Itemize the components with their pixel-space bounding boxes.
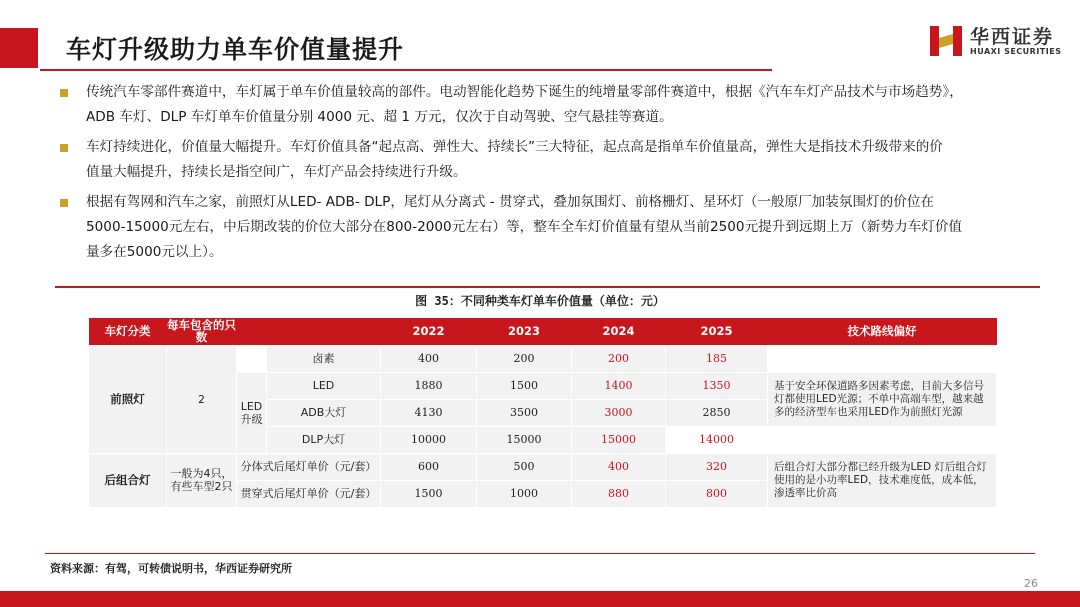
- company-logo: [928, 22, 1068, 62]
- rear-lamp-count: 一般为4只，有些车型2只: [167, 453, 237, 507]
- value-2025: 14000: [666, 426, 768, 453]
- table-header-row: [89, 318, 997, 345]
- value-2022: 10000: [381, 426, 477, 453]
- lamp-type: 贯穿式后尾灯单价（元/套）: [237, 480, 381, 507]
- value-2024: 15000: [572, 426, 666, 453]
- value-2025: 2850: [666, 399, 768, 426]
- value-2025: 1350: [666, 372, 768, 399]
- value-2022: 600: [381, 453, 477, 480]
- bullet-text: 车灯持续进化，价值量大幅提升。车灯价值具备“起点高、弹性大、持续长”三大特征，起点高是指单车价值量高，弹性大是指技术升级带来的价 值量大幅提升，持续长是指空间广，车灯产品会持续进行升级。: [86, 139, 943, 180]
- value-2022: 1500: [381, 480, 477, 507]
- value-2025: 320: [666, 453, 768, 480]
- value-2023: 3500: [477, 399, 572, 426]
- huaxi-logo-icon: [928, 24, 964, 58]
- header-tech: 技术路线偏好: [768, 318, 997, 345]
- source-note: 资料来源：有驾，可转债说明书，华西证券研究所: [50, 562, 292, 575]
- value-2023: 15000: [477, 426, 572, 453]
- logo-english-name: HUAXI SECURITIES: [970, 47, 1062, 56]
- header-count: 每车包含的只数: [167, 318, 236, 345]
- bullet-item: [60, 190, 1040, 265]
- bullet-square-icon: [60, 144, 68, 152]
- lamp-type: 分体式后尾灯单价（元/套）: [237, 453, 381, 480]
- bullet-item: [60, 80, 1040, 130]
- header-2022: 2022: [381, 318, 477, 345]
- value-2023: 200: [477, 345, 572, 372]
- page-title: 车灯升级助力单车价值量提升: [66, 35, 405, 64]
- bullet-list: [60, 80, 1040, 270]
- bullet-square-icon: [60, 89, 68, 97]
- lamp-type: ADB大灯: [267, 399, 381, 426]
- value-2024: 3000: [572, 399, 666, 426]
- bullet-text: 根据有驾网和汽车之家，前照灯从LED- ADB- DLP，尾灯从分离式 - 贯穿式，叠加氛围灯、前格栅灯、星环灯（一般原厂加装氛围灯的价位在 5000-15000元左右，中后期改装的价位大部分在800-2000元左右）等，整车全车灯价值量有望从当前2500元提升到远期上万（新势力车灯价值 量多在5000元以上）。: [86, 194, 963, 260]
- lamp-type: DLP大灯: [267, 426, 381, 453]
- rear-lamp-group: 后组合灯: [89, 453, 167, 507]
- value-2023: 1000: [477, 480, 572, 507]
- figure-top-rule: [55, 286, 1040, 288]
- value-2022: 4130: [381, 399, 477, 426]
- logo-chinese-name: 华西证券: [970, 26, 1055, 48]
- value-2024: 880: [572, 480, 666, 507]
- figure-bottom-rule: [45, 553, 1035, 554]
- empty-cell: [768, 426, 997, 453]
- rear-tech-preference: 后组合灯大部分都已经升级为LED 灯后组合灯使用的是小功率LED，技术难度低，成本低，渗透率比价高: [768, 453, 997, 507]
- lamp-type: 卤素: [267, 345, 381, 372]
- lamp-value-table: [88, 318, 997, 508]
- value-2022: 400: [381, 345, 477, 372]
- value-2023: 1500: [477, 372, 572, 399]
- bullet-text: 传统汽车零部件赛道中，车灯属于单车价值量较高的部件。电动智能化趋势下诞生的纯增量零部件赛道中，根据《汽车车灯产品技术与市场趋势》， ADB 车灯、DLP 车灯单车价值量分别 4000 元、超 1 万元，仅次于自动驾驶、空气悬挂等赛道。: [86, 84, 963, 125]
- bullet-square-icon: [60, 199, 68, 207]
- title-accent-bar: [0, 28, 38, 68]
- header-2023: 2023: [477, 318, 572, 345]
- header-category: 车灯分类: [89, 318, 167, 345]
- front-lamp-count: 2: [167, 345, 237, 453]
- value-2022: 1880: [381, 372, 477, 399]
- value-2025: 185: [666, 345, 768, 372]
- value-2024: 400: [572, 453, 666, 480]
- header-blank: [237, 318, 267, 345]
- page-number: 26: [1024, 577, 1038, 590]
- bullet-item: [60, 135, 1040, 185]
- table-row: [89, 345, 997, 372]
- header-2024: 2024: [572, 318, 666, 345]
- header-2025: 2025: [666, 318, 768, 345]
- empty-cell: [768, 345, 997, 372]
- lamp-type: LED: [267, 372, 381, 399]
- footer-bar: [0, 591, 1080, 607]
- value-2023: 500: [477, 453, 572, 480]
- title-underline: [40, 69, 772, 71]
- value-2024: 200: [572, 345, 666, 372]
- front-tech-preference: 基于安全环保道路多因素考虑，目前大多信号灯都使用LED光源；不单中高端车型，越来越多的经济型车也采用LED作为前照灯光源: [768, 372, 997, 426]
- header-blank: [267, 318, 381, 345]
- front-lamp-group: 前照灯: [89, 345, 167, 453]
- led-upgrade-group: LED升级: [237, 372, 267, 453]
- value-2024: 1400: [572, 372, 666, 399]
- value-2025: 800: [666, 480, 768, 507]
- table-row: [89, 453, 997, 480]
- figure-caption: 图 35：不同种类车灯单车价值量（单位：元）: [415, 294, 665, 308]
- empty-cell: [237, 345, 267, 372]
